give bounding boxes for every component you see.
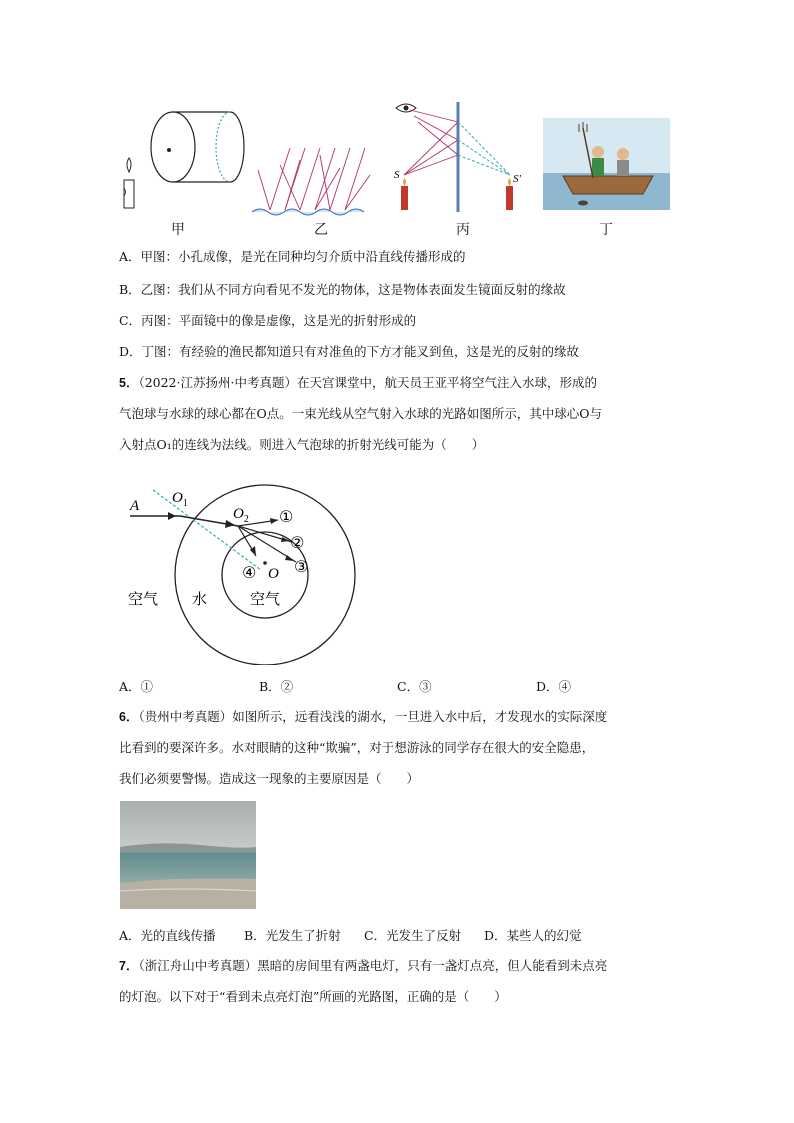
q4-option-a[interactable]: A．甲图：小孔成像，是光在同种均匀介质中沿直线传播形成的 — [119, 249, 466, 264]
q5-stem-line3: 入射点O₁的连线为法线。则进入气泡球的折射光线可能为（ ） — [119, 437, 485, 452]
pinhole-cylinder — [151, 112, 244, 182]
label-ray-1: ① — [279, 507, 294, 526]
q5-diagram — [120, 480, 380, 665]
caption-jia: 甲 — [171, 222, 185, 238]
q5-option-c[interactable]: C．③ — [397, 679, 432, 694]
q4-option-d[interactable]: D．丁图：有经验的渔民都知道只有对准鱼的下方才能叉到鱼，这是光的反射的缘故 — [119, 344, 580, 359]
caption-yi: 乙 — [314, 222, 328, 238]
question-number: 6． — [119, 710, 139, 724]
label-ray-2: ② — [290, 533, 305, 552]
caption-bing: 丙 — [456, 222, 470, 238]
q6-stem-line3: 我们必须要警惕。造成这一现象的主要原因是（ ） — [119, 771, 420, 786]
q5-stem-line1: 5．（2022·江苏扬州·中考真题）在天宫课堂中，航天员王亚平将空气注入水球，形成的 — [119, 375, 597, 390]
lake-photo — [120, 801, 256, 909]
label-a: A — [130, 498, 140, 514]
q4-option-b[interactable]: B．乙图：我们从不同方向看见不发光的物体，这是物体表面发生镜面反射的缘故 — [119, 282, 566, 297]
label-ray-4: ④ — [242, 563, 257, 582]
q5-stem-line2: 气泡球与水球的球心都在O点。一束光线从空气射入水球的光路如图所示，其中球心O与 — [119, 406, 602, 421]
label-air-outer: 空气 — [128, 590, 159, 608]
q6-stem-line1: 6．（贵州中考真题）如图所示，远看浅浅的湖水，一旦进入水中后，才发现水的实际深度 — [119, 709, 608, 724]
label-o2: $O_2$ — [233, 506, 249, 525]
figure-bing-plane-mirror — [390, 100, 530, 218]
q5-option-b[interactable]: B．② — [259, 679, 294, 694]
label-o1: $O_1$ — [172, 490, 188, 509]
caption-ding: 丁 — [599, 222, 613, 238]
label-o: O — [268, 566, 279, 582]
q7-stem-line1: 7．（浙江舟山中考真题）黑暗的房间里有两盏电灯，只有一盏灯点亮，但人能看到未点亮 — [119, 958, 608, 973]
q6-option-d[interactable]: D．某些人的幻觉 — [484, 928, 582, 943]
candle-icon — [124, 158, 134, 208]
label-water: 水 — [192, 590, 208, 608]
q5-option-a[interactable]: A．① — [119, 679, 154, 694]
q6-option-b[interactable]: B．光发生了折射 — [244, 928, 341, 943]
label-ray-3: ③ — [294, 557, 309, 576]
figure-yi-diffuse-reflection — [250, 140, 380, 220]
q4-option-c[interactable]: C．丙图：平面镜中的像是虚像，这是光的折射形成的 — [119, 313, 417, 328]
figure-ding-fishing — [543, 118, 670, 210]
question-number: 7． — [119, 959, 139, 973]
q5-option-d[interactable]: D．④ — [536, 679, 572, 694]
q6-stem-line2: 比看到的要深许多。水对眼睛的这种“欺骗”，对于想游泳的同学存在很大的安全隐患， — [119, 740, 595, 755]
label-s-prime: S' — [513, 173, 521, 185]
label-s: S — [394, 169, 400, 181]
q6-option-c[interactable]: C．光发生了反射 — [364, 928, 462, 943]
q7-stem-line2: 的灯泡。以下对于“看到未点亮灯泡”所画的光路图，正确的是（ ） — [119, 989, 507, 1004]
figure-jia-pinhole — [115, 100, 250, 218]
question-number: 5． — [119, 376, 139, 390]
label-air-inner: 空气 — [250, 590, 281, 608]
q6-option-a[interactable]: A．光的直线传播 — [119, 928, 216, 943]
